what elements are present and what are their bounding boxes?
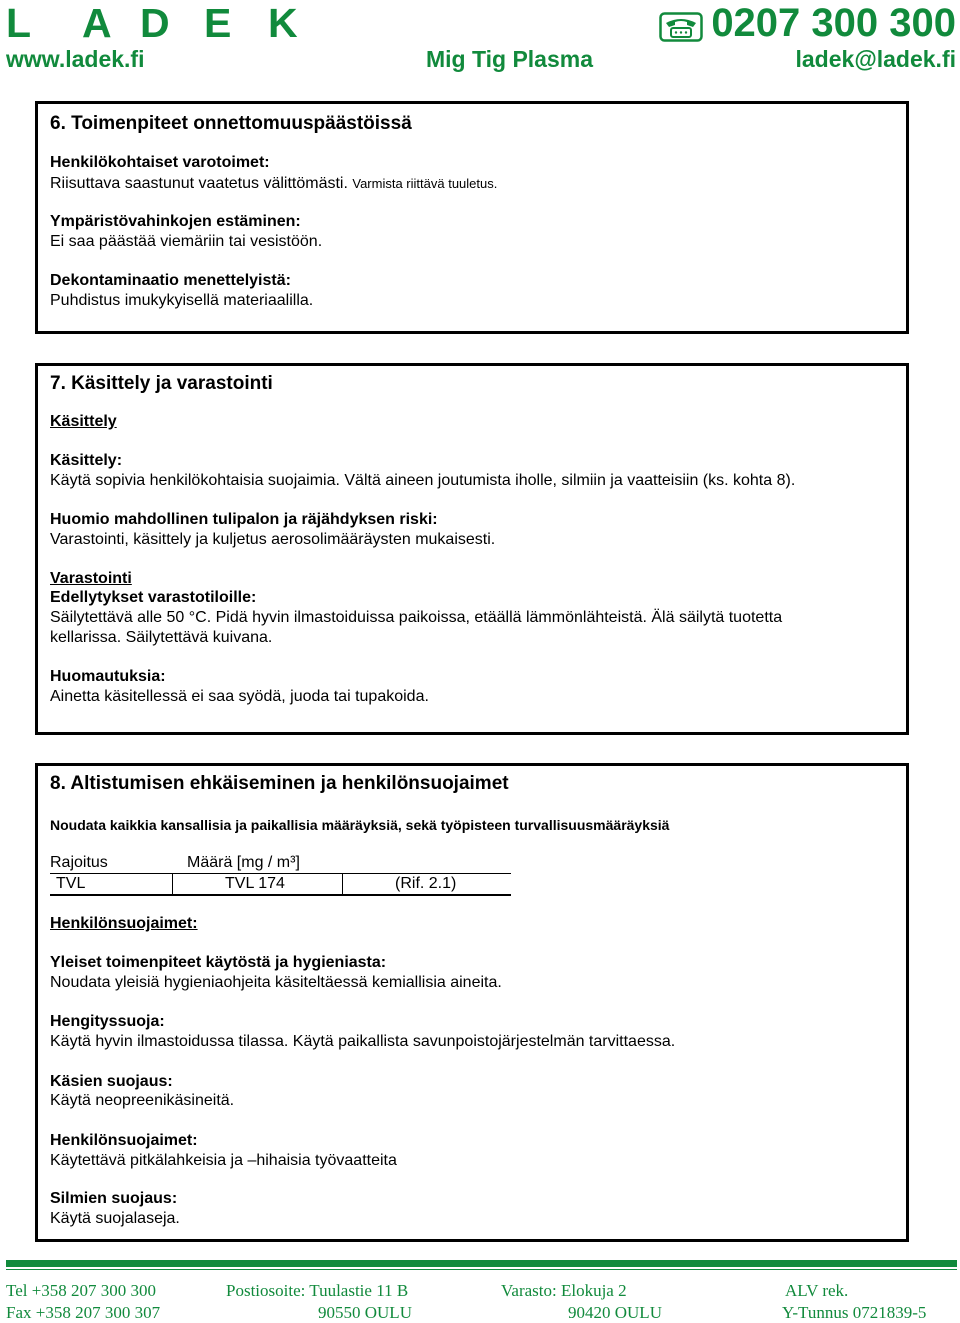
footer-warehouse-city: 90420 OULU [568,1303,662,1322]
decontamination-text: Puhdistus imukykyisellä materiaalilla. [50,292,314,309]
section-6-title: 6. Toimenpiteet onnettomuuspäästöissä [50,113,412,134]
storage-label: Edellytykset varastotiloille: [50,589,257,606]
email-link[interactable]: ladek@ladek.fi [795,46,956,72]
footer-business-id: Y-Tunnus 0721839-5 [782,1303,927,1322]
table-header-cell: Rajoitus [50,854,108,871]
section-7-title: 7. Käsittely ja varastointi [50,373,273,394]
phone-number: 0207 300 300 [711,1,956,45]
fire-risk-text: Varastointi, käsittely ja kuljetus aerosolimääräysten mukaisesti. [50,531,496,548]
table-divider [342,874,343,894]
ppe-heading: Henkilönsuojaimet: [50,915,198,932]
footer-postal-address: Postiosoite: Tuulastie 11 B [226,1281,409,1300]
ppe-label: Henkilönsuojaimet: [50,1132,198,1149]
logo-letter: L [6,0,32,46]
footer-warehouse: Varasto: Elokuja 2 [501,1281,627,1300]
table-row [50,874,511,896]
personal-precautions-text [50,174,497,193]
footer-fax: Fax +358 207 300 307 [6,1303,161,1322]
table-cell: TVL 174 [225,875,285,892]
handling-text: Käytä sopivia henkilökohtaisia suojaimia. Vältä aineen joutumista iholle, silmiin ja vaatteisiin (ks. kohta 8). [50,472,796,489]
footer-vat: ALV rek. [785,1281,849,1300]
website-link[interactable]: www.ladek.fi [6,46,145,72]
handling-heading: Käsittely [50,413,117,430]
personal-text-a: Riisuttava saastunut vaatetus välittömästi. [50,175,348,192]
environment-text: Ei saa päästää viemäriin tai vesistöön. [50,233,323,250]
storage-heading: Varastointi [50,570,132,587]
notes-label: Huomautuksia: [50,668,166,685]
regulations-intro: Noudata kaikkia kansallisia ja paikallisia määräyksiä, sekä työpisteen turvallisuusmääräyksiä [50,817,670,833]
table-cell: TVL [56,875,86,892]
hand-protection-label: Käsien suojaus: [50,1073,173,1090]
header-phone [659,0,956,46]
personal-text-b: Varmista riittävä tuuletus. [352,176,498,191]
logo-letter: K [268,0,298,46]
notes-text: Ainetta käsitellessä ei saa syödä, juoda tai tupakoida. [50,688,429,705]
table-divider [172,874,173,894]
company-logo [6,0,298,46]
decontamination-label: Dekontaminaatio menettelyistä: [50,272,291,289]
table-cell: (Rif. 2.1) [395,875,457,892]
eye-protection-label: Silmien suojaus: [50,1190,178,1207]
environment-label: Ympäristövahinkojen estäminen: [50,213,301,230]
logo-letter: A [82,0,112,46]
logo-letter: D [140,0,170,46]
exposure-limits-table [50,853,511,896]
logo-letter: E [204,0,232,46]
section-8-title: 8. Altistumisen ehkäiseminen ja henkilönsuojaimet [50,773,509,794]
table-header-cell: Määrä [mg / m³] [187,854,300,871]
ppe-text: Käytettävä pitkälahkeisia ja –hihaisia työvaatteita [50,1152,397,1169]
general-hygiene-label: Yleiset toimenpiteet käytöstä ja hygieniasta: [50,954,387,971]
telephone-icon [659,6,703,36]
footer-rule [6,1260,957,1267]
section-7-box [35,363,909,735]
eye-protection-text: Käytä suojalaseja. [50,1210,180,1227]
storage-text-line-1: Säilytettävä alle 50 °C. Pidä hyvin ilmastoiduissa paikoissa, etäällä lämmönlähteistä. Älä säilytä tuotetta [50,609,783,626]
general-hygiene-text: Noudata yleisiä hygieniaohjeita käsiteltäessä kemiallisia aineita. [50,974,502,991]
personal-precautions-label: Henkilökohtaiset varotoimet: [50,154,270,171]
footer-tel: Tel +358 207 300 300 [6,1281,157,1300]
respiratory-text: Käytä hyvin ilmastoidussa tilassa. Käytä paikallista savunpoistojärjestelmän tarvittaessa. [50,1033,676,1050]
table-header-row [50,853,511,874]
fire-risk-label: Huomio mahdollinen tulipalon ja räjähdyksen riski: [50,511,438,528]
handling-label: Käsittely: [50,452,123,469]
footer-postal-city: 90550 OULU [318,1303,412,1322]
footer-rule-thin [6,1269,957,1270]
tagline: Mig Tig Plasma [426,46,594,72]
respiratory-label: Hengityssuoja: [50,1013,165,1030]
storage-text-line-2: kellarissa. Säilytettävä kuivana. [50,629,273,646]
hand-protection-text: Käytä neopreenikäsineitä. [50,1092,235,1109]
